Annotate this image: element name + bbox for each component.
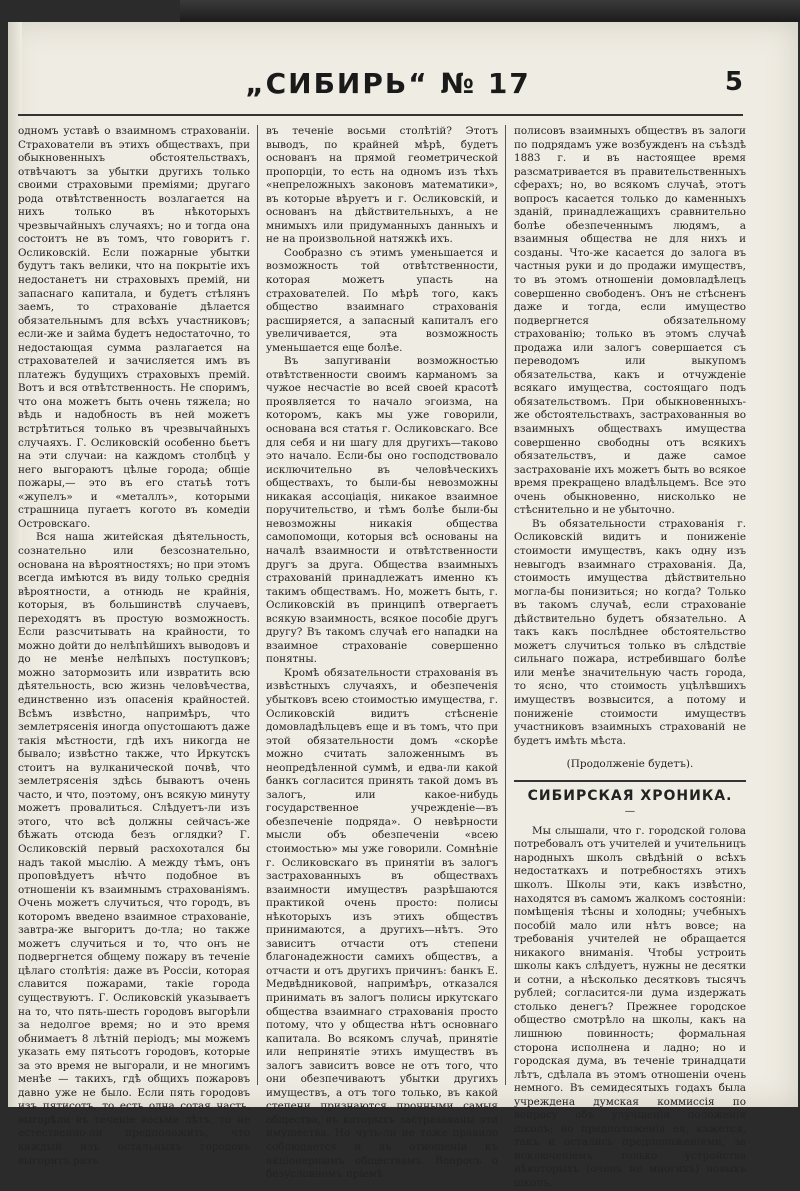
- scan-top-edge: [180, 0, 800, 22]
- paragraph: Сообразно съ этимъ уменьшается и возможность той отвѣтственности, которая можетъ упасть на страхователей. По мѣрѣ того, какъ общество взаимнаго страхованія расширяется, а запасный капиталъ его увеличивается, эта возможность уменьшается еще болѣе.: [266, 246, 498, 354]
- paragraph: Въ запугиваніи возможностью отвѣтственности своимъ карманомъ за чужое несчастіе во всей своей красотѣ проявляется то начало эгоизма, на которомъ, какъ мы уже говорили, основана вся статья г. Осликовскаго. Все для себя и ни шагу для другихъ—таково это начало. Если-бы оно господствовало исключительно въ человѣческихъ обществахъ, то были-бы невозможны никакая ассоціація, никакое взаимное поручительство, и тѣмъ болѣе были-бы невозможны никакія общества самопомощи, которыя всѣ основаны на началѣ взаимности и отвѣтственности другъ за друга. Общества взаимныхъ страхованій принадлежатъ именно къ такимъ обществамъ. Но, можетъ быть, г. Осликовскій въ принципѣ отвергаетъ всякую взаимность, всякое пособіе другъ другу? Въ такомъ случаѣ его нападки на взаимное страхованіе совершенно понятны.: [266, 355, 498, 666]
- text-column-1: [18, 125, 250, 1167]
- paragraph: Кромѣ обязательности страхованія въ извѣстныхъ случаяхъ, и обезпеченія убытковъ всею стоимостью имущества, г. Осликовскій видитъ стѣсненіе домовладѣльцевъ еще и въ томъ, что при этой обязательности домъ «скорѣе можно считать заложеннымъ въ неопредѣленной суммѣ, и едва-ли какой банкъ согласится принять такой домъ въ залогъ, или какое-нибудь государственное учрежденіе—въ обезпеченіе подряда». О невѣрности мысли объ обезпеченіи «всею стоимостью» мы уже говорили. Сомнѣніе г. Осликовскаго въ принятіи въ залогъ застрахованныхъ въ обществахъ взаимности имуществъ разрѣшаются практикой очень просто: полисы нѣкоторыхъ изъ этихъ обществъ принимаются, а другихъ—нѣтъ. Это зависитъ отчасти отъ степени благонадежности самихъ обществъ, а отчасти и отъ другихъ причинъ: банкъ Е. Медвѣдниковой, напримѣръ, отказался принимать въ залогъ полисы иркутскаго общества взаимнаго страхованія просто потому, что у общества нѣтъ основнаго капитала. Во всякомъ случаѣ, принятіе или непринятіе этихъ имуществъ въ залогъ зависитъ вовсе не отъ того, что они обезпечиваютъ убытки другихъ имуществъ, а отъ того только, въ какой степени признаются прочными самыя общества, въ которыхъ застрахованы эти имущества. Но чуть-ли не тоже правило соблюдается и въ отношеніи къ акціонернымъ обществамъ. Вопросъ о безусловномъ пріемѣ: [266, 666, 498, 1181]
- page-number: 5: [724, 67, 743, 97]
- paragraph: одномъ уставѣ о взаимномъ страхованіи. Страхователи въ этихъ обществахъ, при обыкновенныхъ обстоятельствахъ, отвѣчаютъ за убытки другихъ только своими страховыми преміями; другаго рода отвѣтственность возлагается на нихъ только въ нѣкоторыхъ чрезвычайныхъ случаяхъ; но и тогда она состоитъ не въ томъ, что говоритъ г. Осликовскій. Если пожарные убытки будутъ такъ велики, что на покрытіе ихъ недостанетъ ни страховыхъ премій, ни запаснаго капитала, и будетъ стѣлянъ заемъ, то страхованіе дѣлается обязательнымъ для всѣхъ участниковъ; если-же и займа будетъ недостаточно, то недостающая сумма разлагается на страхователей и зачисляется имъ въ платежъ будущихъ страховыхъ премій. Вотъ и вся отвѣтственность. Не споримъ, что она можетъ быть очень тяжела; но вѣдь и надобность въ ней можетъ встрѣтиться только въ чрезвычайныхъ случаяхъ. Г. Осликовскій особенно бьетъ на эти случаи: на каждомъ столбцѣ у него выгораютъ цѣлые города; общіе пожары,— это въ его статьѣ тотъ «жупелъ» и «металлъ», которыми страшница пугаетъ когото въ комедіи Островскаго.: [18, 125, 250, 530]
- section-title: СИБИРСКАЯ ХРОНИКА.: [527, 787, 733, 804]
- paragraph: Вся наша житейская дѣятельность, сознательно или безсознательно, основана на вѣроятностяхъ; но при этомъ всегда имѣются въ виду только среднія вѣроятности, а отнюдь не крайнія, которыя, въ большинствѣ случаевъ, переходятъ въ простую возможность. Если разсчитывать на крайности, то можно дойти до нелѣпѣйшихъ выводовъ и до не менѣе нелѣпыхъ поступковъ; можно затормозить или извратить всю дѣятельность, всю жизнь человѣчества, единственно изъ опасенія крайностей. Всѣмъ извѣстно, напримѣръ, что землетрясенія иногда опустошаютъ даже такія мѣстности, гдѣ ихъ никогда не бывало; извѣстно также, что Иркутскъ стоитъ на вулканической почвѣ, что землетрясенія здѣсь бываютъ очень часто, и что, поэтому, онъ всякую минуту можетъ провалиться. Слѣдуетъ-ли изъ этого, что всѣ должны сейчасъ-же бѣжать отсюда безъ оглядки? Г. Осликовскій первый расхохотался бы надъ такой мыслію. А между тѣмъ, онъ проповѣдуетъ нѣчто подобное въ отношеніи къ взаимнымъ страхованіямъ. Очень можетъ случиться, что городъ, въ которомъ введено взаимное страхованіе, завтра-же выгоритъ до-тла; но также можетъ случиться и то, что онъ не подвергнется общему пожару въ теченіе цѣлаго столѣтія: даже въ Россіи, которая славится пожарами, такіе города существуютъ. Г. Осликовскій указываетъ на то, что пять-шесть городовъ выгорѣли за недолгое время; но и это время обнимаетъ 8 лѣтній періодъ; мы можемъ указать ему пятьсотъ городовъ, которые за это время не выгорали, и не многимъ менѣе — такихъ, гдѣ общихъ пожаровъ давно уже не было. Если пять городовъ изъ пятисотъ, то есть одна сотая часть, выгорѣли въ теченіе восьми лѣтъ, то не естественно-ли предположить, что каждый изъ остальныхъ городовъ выгоритъ разъ: [18, 531, 250, 1167]
- paragraph: въ теченіе восьми столѣтій? Этотъ выводъ, по крайней мѣрѣ, будетъ основанъ на прямой геометрической пропорціи, то есть на одномъ изъ тѣхъ «непреложныхъ законовъ математики», въ которые вѣруетъ и г. Осликовскій, и основанъ на дѣйствительныхъ, а не мнимыхъ или придуманныхъ данныхъ и не на произвольной натяжкѣ ихъ.: [266, 125, 498, 246]
- header-rule: [18, 114, 743, 116]
- paragraph: Въ обязательности страхованія г. Осликовскій видитъ и пониженіе стоимости имуществъ, какъ одну изъ невыгодъ взаимнаго страхованія. Да, стоимость имущества дѣйствительно могла-бы понизиться; но когда? Только въ такомъ случаѣ, если страхованіе дѣйствительно будетъ обязательно. А такъ какъ послѣднее обстоятельство можетъ случиться только въ слѣдствіе сильнаго пожара, истребившаго болѣе или менѣе значительную часть города, то ясно, что стоимость уцѣлѣвшихъ имуществъ возвысится, а потому и пониженіе стоимости имуществъ участниковъ взаимныхъ страхованій не будетъ имѣть мѣста.: [514, 517, 746, 747]
- page-header: [18, 67, 743, 107]
- paragraph: Мы слышали, что г. городской голова потребовалъ отъ учителей и учительницъ народныхъ школъ свѣдѣній о всѣхъ недостаткахъ и потребностяхъ этихъ школъ. Школы эти, какъ извѣстно, находятся въ самомъ жалкомъ состояніи: помѣщенія тѣсны и холодны; учебныхъ пособій мало или нѣтъ вовсе; на требованія учителей не обращается никакого вниманія. Чтобы устроить школы какъ слѣдуетъ, нужны не десятки и сотни, а нѣсколько десятковъ тысячъ рублей; согласится-ли дума издержать столько денегъ? Прежнее городское общество смотрѣло на школы, какъ на лишнюю повинность; формальная сторона исполнена и ладно; но и городская дума, въ теченіе тринадцати лѣтъ, сдѣлала въ этомъ отношеніи очень немного. Въ семидесятыхъ годахъ была учреждена думская коммиссія по вопросу объ улучшеніи положенія школъ; но предположенія ея, кажется, такъ и остались предположеніями, за исключеніемъ только устройства нѣкоторыхъ (очень не многихъ) новыхъ школъ.: [514, 824, 746, 1190]
- newspaper-page: [8, 22, 798, 1190]
- column-divider: [257, 125, 258, 1085]
- text-column-2: [266, 125, 498, 1181]
- section-dash: —: [624, 805, 636, 818]
- masthead: „СИБИРЬ“ № 17: [245, 67, 531, 100]
- text-column-3: [514, 125, 746, 1190]
- column-divider: [505, 125, 506, 1085]
- section-rule: [514, 780, 746, 782]
- to-be-continued: (Продолженіе будетъ).: [566, 758, 694, 771]
- paragraph: полисовъ взаимныхъ обществъ въ залоги по подрядамъ уже возбужденъ на съѣздѣ 1883 г. и въ настоящее время разсматривается въ правительственныхъ сферахъ; но, во всякомъ случаѣ, этотъ вопросъ касается только до каменныхъ зданій, принадлежащихъ сравнительно болѣе обезпеченнымъ людямъ, а взаимныя общества не для нихъ и созданы. Что-же касается до залога въ частныя руки и до продажи имуществъ, то въ этомъ отношеніи домовладѣлецъ совершенно свободенъ. Онъ не стѣсненъ даже и тогда, если имущество подвергнется обязательному страхованію; только въ этомъ случаѣ продажа или залогъ совершается съ переводомъ или выкупомъ обязательства, какъ и отчужденіе всякаго имущества, состоящаго подъ обязательствомъ. При обыкновенныхъ-же обстоятельствахъ, застрахованныя во взаимныхъ обществахъ имущества совершенно свободны отъ всякихъ обязательствъ, и даже самое застрахованіе ихъ можетъ быть во всякое время прекращено владѣльцемъ. Все это очень обыкновенно, нисколько не стѣснительно и не убыточно.: [514, 125, 746, 517]
